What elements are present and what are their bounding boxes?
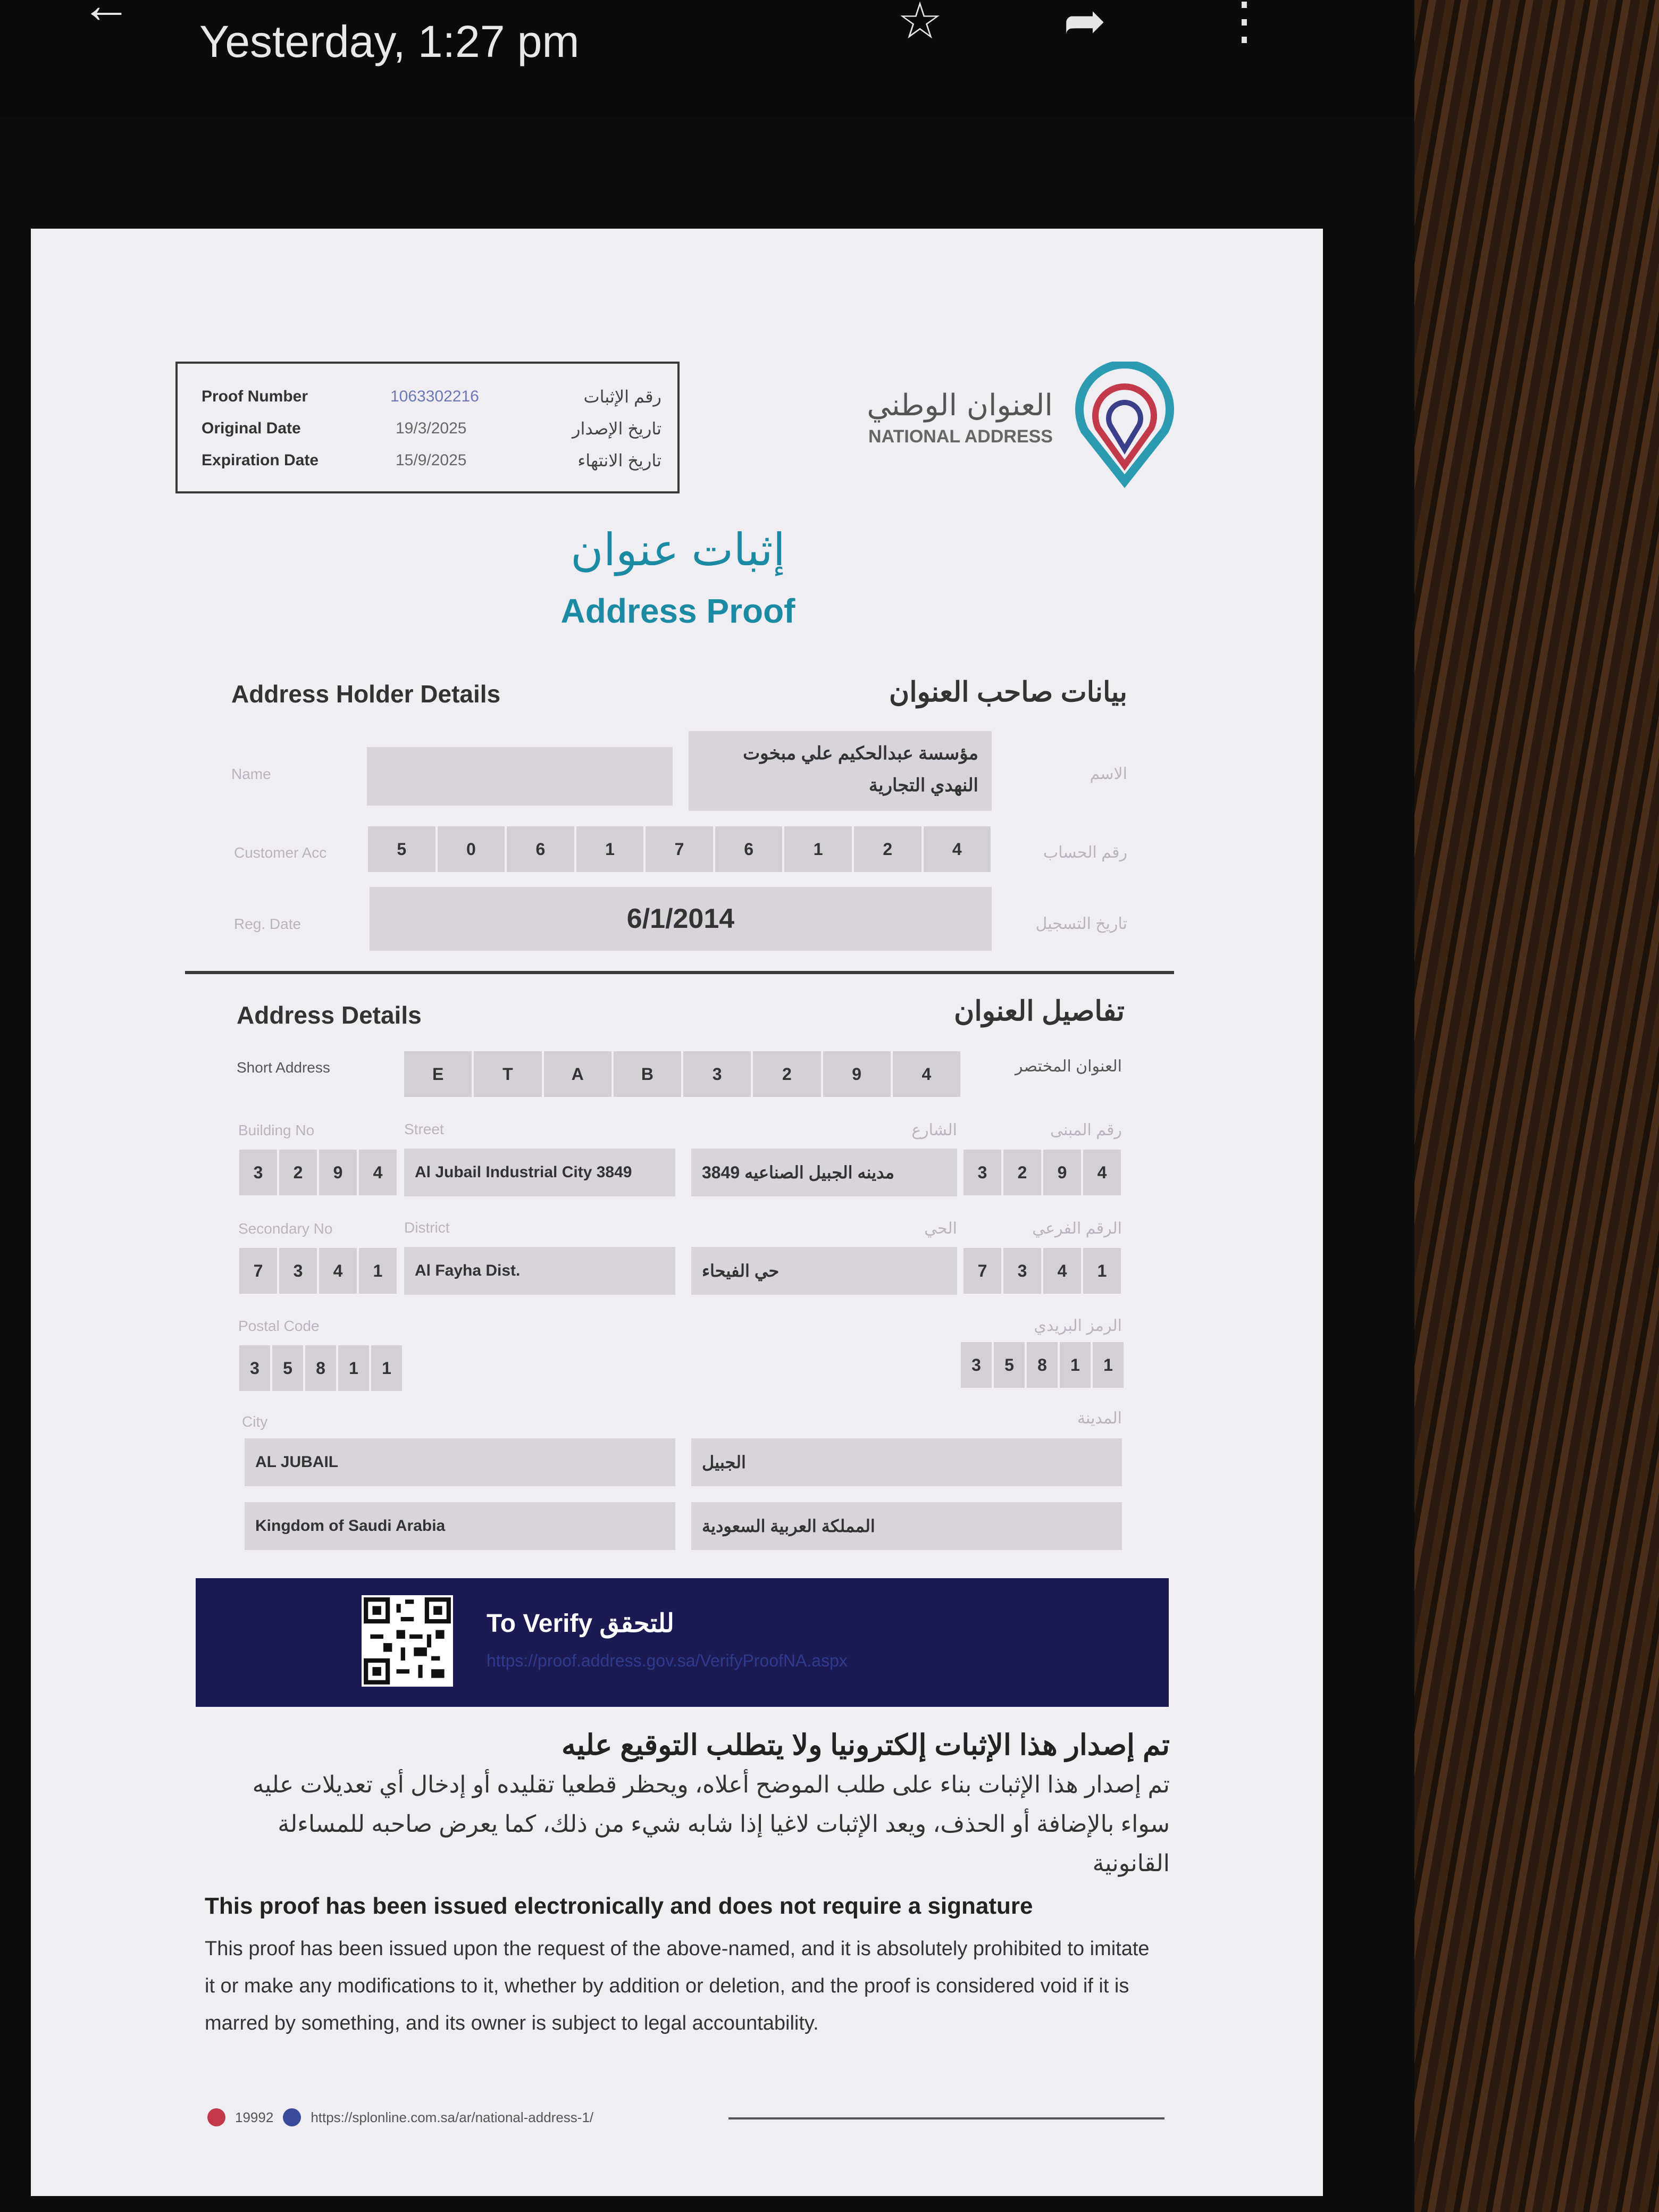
section-divider	[185, 971, 1174, 974]
expiration-date-label: Expiration Date	[202, 451, 319, 469]
address-section-title-ar: تفاصيل العنوان	[954, 996, 1125, 1027]
timestamp: Yesterday, 1:27 pm	[199, 16, 580, 66]
address-section-title-en: Address Details	[237, 1001, 422, 1029]
original-date-label-ar: تاريخ الإصدار	[572, 419, 661, 438]
footer-line	[728, 2117, 1164, 2119]
digit-cell: A	[543, 1050, 613, 1098]
city-label-ar: المدينة	[1077, 1410, 1122, 1427]
expiration-date-label-ar: تاريخ الانتهاء	[577, 451, 661, 470]
city-label: City	[242, 1413, 268, 1430]
national-address-logo-icon	[1063, 362, 1186, 489]
digit-cell: 9	[318, 1149, 358, 1196]
district-label-ar: الحي	[924, 1220, 957, 1237]
footer	[207, 2108, 593, 2126]
digit-cell: 7	[644, 825, 714, 873]
building-no-label: Building No	[238, 1122, 315, 1138]
disclaimer-title-ar: تم إصدار هذا الإثبات إلكترونيا ولا يتطلب التوقيع عليه	[562, 1729, 1170, 1761]
proof-number-label: Proof Number	[202, 388, 308, 405]
top-bar	[0, 0, 1414, 117]
digit-cell: 2	[278, 1149, 318, 1196]
name-ar-line2: النهدي التجارية	[868, 775, 978, 795]
footer-phone: 19992	[235, 2109, 274, 2125]
proof-number: 1063302216	[390, 388, 479, 405]
qr-code-icon[interactable]	[362, 1595, 453, 1687]
share-icon[interactable]: ➦	[1063, 0, 1107, 49]
name-ar-field	[689, 731, 992, 811]
digit-cell: 4	[1082, 1149, 1122, 1196]
globe-icon	[283, 2108, 301, 2126]
proof-number-label-ar: رقم الإثبات	[583, 387, 661, 406]
city-field-ar: الجبيل	[691, 1438, 1122, 1486]
postal-code-field-ar	[960, 1341, 1125, 1389]
digit-cell: 3	[278, 1247, 318, 1295]
star-icon[interactable]: ☆	[896, 0, 943, 49]
digit-cell: 4	[318, 1247, 358, 1295]
verify-url-link[interactable]: https://proof.address.gov.sa/VerifyProofNA.aspx	[487, 1651, 848, 1670]
disclaimer-body-ar: تم إصدار هذا الإثبات بناء على طلب الموضح أعلاه، ويحظر قطعيا تقليده أو إدخال أي تعديلات عليه سواء بالإضافة أو الحذف، ويعد الإثبات لاغيا إذا شابه شيء من ذلك، كما يعرض صاحبه للمساءلة القانونية	[252, 1772, 1170, 1876]
digit-cell: 1	[358, 1247, 398, 1295]
original-date: 19/3/2025	[396, 420, 467, 437]
country-field-ar: المملكة العربية السعودية	[691, 1502, 1122, 1550]
digit-cell: 7	[962, 1247, 1002, 1295]
street-field-en: Al Jubail Industrial City 3849	[404, 1149, 675, 1196]
city-field-en: AL JUBAIL	[245, 1438, 675, 1486]
street-field-ar: مدينه الجبيل الصناعيه 3849	[691, 1149, 957, 1196]
digit-cell: 4	[923, 825, 992, 873]
expiration-date: 15/9/2025	[396, 451, 467, 469]
name-en-field	[367, 747, 673, 806]
disclaimer-body-en: This proof has been issued upon the request of the above-named, and it is absolutely prohibited to imitate it or make any modifications to it, whether by addition or deletion, and the proof is considered void if it is marred by something, and its owner is subject to legal accountability.	[205, 1938, 1150, 2034]
holder-section-title-ar: بيانات صاحب العنوان	[889, 677, 1127, 708]
digit-cell: 3	[962, 1149, 1002, 1196]
digit-cell: 8	[1026, 1341, 1059, 1389]
district-field-ar: حي الفيحاء	[691, 1247, 957, 1295]
disclaimer-title-en: This proof has been issued electronically and does not require a signature	[205, 1893, 1033, 1919]
postal-code-field-en	[238, 1344, 403, 1392]
digit-cell: 3	[238, 1149, 278, 1196]
name-label: Name	[231, 766, 271, 782]
digit-cell: 5	[367, 825, 437, 873]
original-date-label: Original Date	[202, 420, 301, 437]
secondary-no-field-ar	[962, 1247, 1122, 1295]
digit-cell: 1	[337, 1344, 370, 1392]
digit-cell: 9	[1042, 1149, 1082, 1196]
customer-acc-label-ar: رقم الحساب	[1043, 844, 1127, 861]
reg-date-label-ar: تاريخ التسجيل	[1035, 915, 1127, 933]
digit-cell: 4	[892, 1050, 961, 1098]
digit-cell: 1	[575, 825, 645, 873]
district-field-en: Al Fayha Dist.	[404, 1247, 675, 1295]
postal-code-label-ar: الرمز البريدي	[1034, 1317, 1122, 1335]
digit-cell: 5	[993, 1341, 1026, 1389]
footer-url-link[interactable]: https://splonline.com.sa/ar/national-address-1/	[311, 2109, 594, 2125]
customer-acc-label: Customer Acc	[234, 844, 327, 861]
digit-cell: 1	[370, 1344, 403, 1392]
digit-cell: 1	[783, 825, 853, 873]
digit-cell: 2	[853, 825, 923, 873]
short-address-label: Short Address	[237, 1059, 330, 1076]
name-ar-line1: مؤسسة عبدالحكيم علي مبخوت	[743, 743, 978, 764]
digit-cell: 4	[1042, 1247, 1082, 1295]
digit-cell: 4	[358, 1149, 398, 1196]
customer-acc-field	[367, 825, 992, 873]
back-arrow-icon[interactable]: ←	[81, 0, 132, 33]
verify-banner	[196, 1578, 1169, 1707]
building-no-label-ar: رقم المبنى	[1050, 1121, 1122, 1139]
building-no-field-ar	[962, 1149, 1122, 1196]
digit-cell: 8	[304, 1344, 337, 1392]
country-field-en: Kingdom of Saudi Arabia	[245, 1502, 675, 1550]
digit-cell: 2	[1002, 1149, 1042, 1196]
digit-cell: 6	[506, 825, 575, 873]
title-en: Address Proof	[560, 592, 795, 630]
name-label-ar: الاسم	[1090, 765, 1127, 783]
verify-title: To Verify للتحقق	[487, 1610, 674, 1638]
digit-cell: 2	[752, 1050, 822, 1098]
short-address-field	[403, 1050, 961, 1098]
digit-cell: 6	[714, 825, 784, 873]
postal-code-label: Postal Code	[238, 1318, 320, 1334]
digit-cell: B	[613, 1050, 682, 1098]
holder-section-title-en: Address Holder Details	[231, 680, 501, 708]
reg-date-label: Reg. Date	[234, 916, 301, 932]
secondary-no-label-ar: الرقم الفرعي	[1032, 1220, 1122, 1237]
more-options-icon[interactable]: ⋮	[1219, 0, 1270, 49]
digit-cell: 5	[271, 1344, 304, 1392]
digit-cell: 3	[238, 1344, 271, 1392]
reg-date-field	[370, 887, 992, 951]
title-ar: إثبات عنوان	[571, 525, 785, 575]
digit-cell: 3	[682, 1050, 752, 1098]
street-label-ar: الشارع	[911, 1121, 957, 1139]
digit-cell: 1	[1092, 1341, 1125, 1389]
district-label: District	[404, 1219, 450, 1236]
digit-cell: E	[403, 1050, 473, 1098]
wood-background	[1404, 0, 1659, 2212]
short-address-label-ar: العنوان المختصر	[1015, 1058, 1122, 1075]
building-no-field-en	[238, 1149, 398, 1196]
digit-cell: 7	[238, 1247, 278, 1295]
logo-text-en: NATIONAL ADDRESS	[868, 426, 1053, 447]
digit-cell: 9	[822, 1050, 892, 1098]
logo-text-ar: العنوان الوطني	[867, 388, 1053, 423]
secondary-no-field-en	[238, 1247, 398, 1295]
digit-cell: 3	[960, 1341, 993, 1389]
proof-info-box	[175, 362, 680, 493]
reg-date: 6/1/2014	[626, 903, 735, 934]
digit-cell: 3	[1002, 1247, 1042, 1295]
phone-icon	[207, 2108, 225, 2126]
digit-cell: T	[473, 1050, 542, 1098]
digit-cell: 1	[1059, 1341, 1092, 1389]
digit-cell: 1	[1082, 1247, 1122, 1295]
secondary-no-label: Secondary No	[238, 1220, 333, 1237]
street-label: Street	[404, 1121, 444, 1137]
digit-cell: 0	[437, 825, 506, 873]
